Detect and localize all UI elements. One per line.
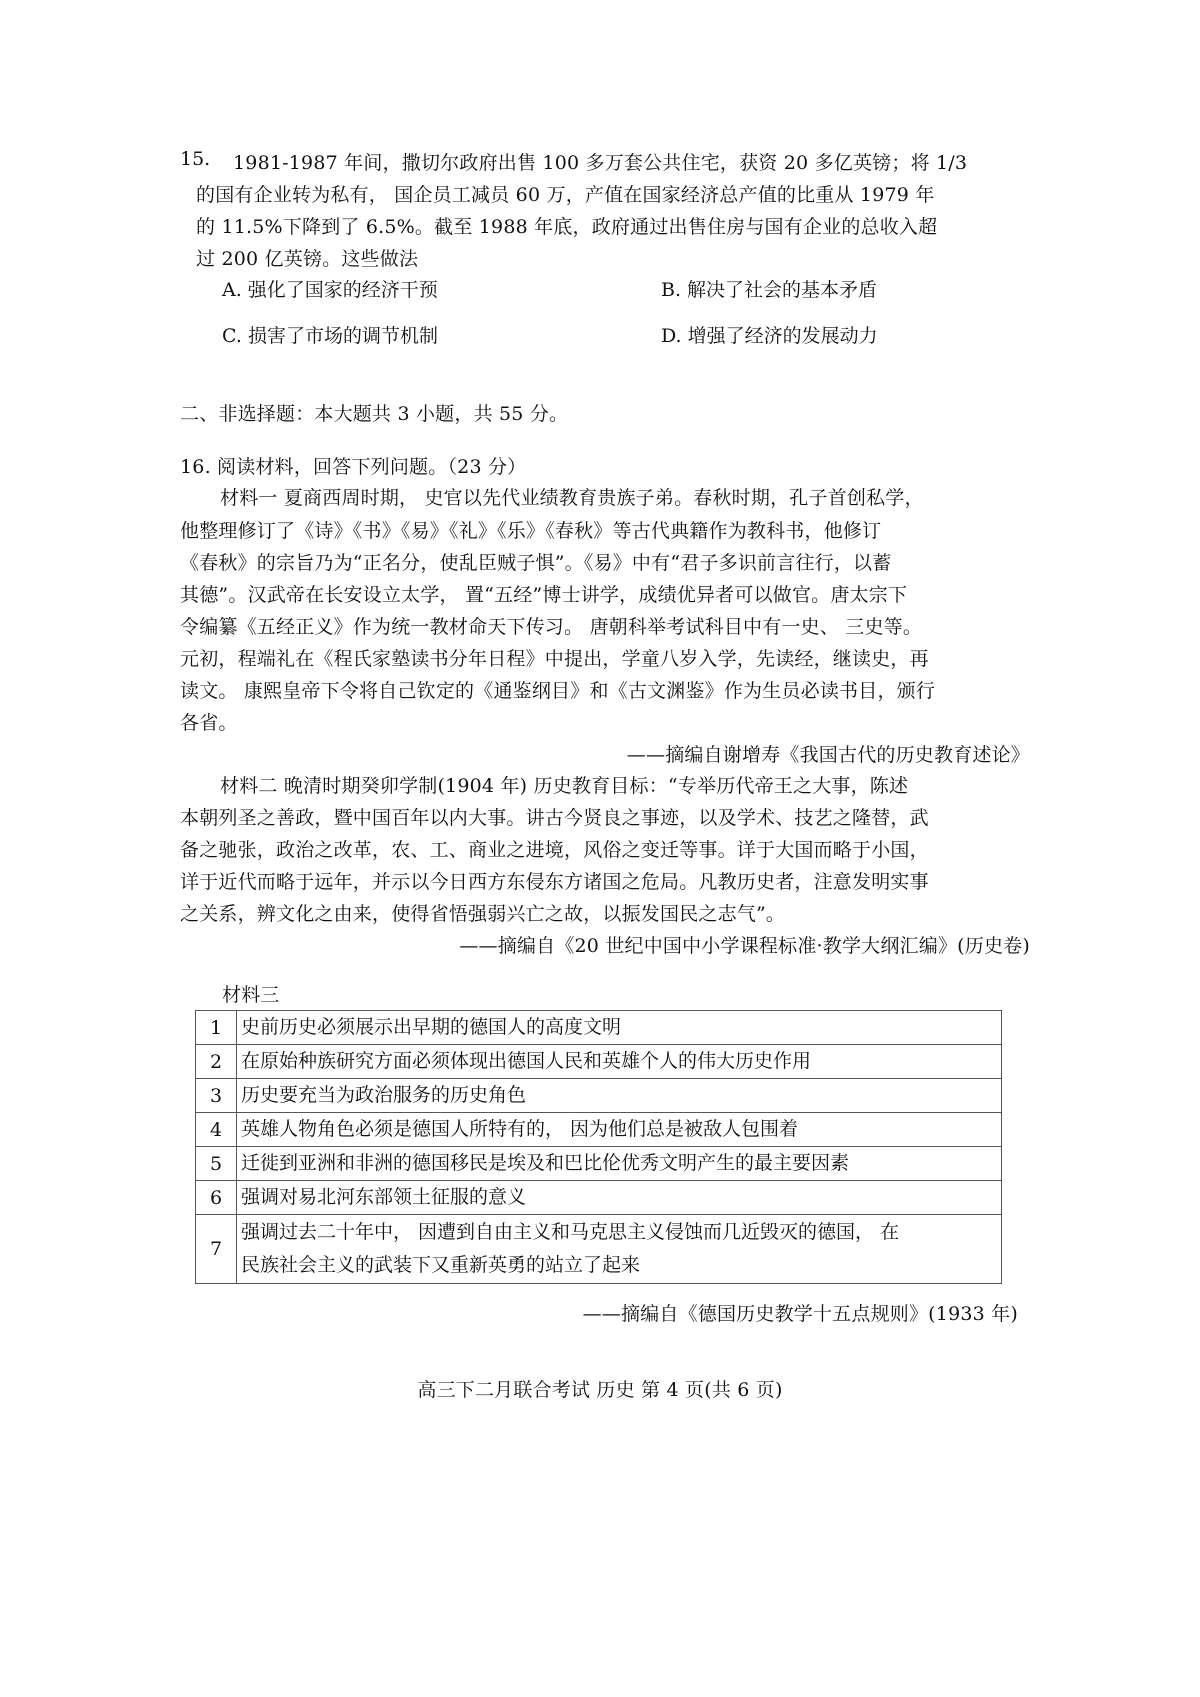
table-row bbox=[196, 1147, 1002, 1181]
row-number: 5 bbox=[196, 1147, 237, 1181]
row-text: 历史要充当为政治服务的历史角色 bbox=[237, 1079, 1002, 1113]
material-3-table bbox=[195, 1010, 1002, 1284]
material-2-source: ——摘编自《20 世纪中国中小学课程标准·教学大纲汇编》(历史卷) bbox=[459, 935, 1030, 957]
material-1-line-1: 材料一 夏商西周时期， 史官以先代业绩教育贵族子弟。春秋时期，孔子首创私学， bbox=[220, 487, 924, 509]
material-1-line-7: 读文。 康熙皇帝下令将自己钦定的《通鉴纲目》和《古文渊鉴》作为生员必读书目，颁行 bbox=[180, 680, 936, 702]
q15-option-b: B. 解决了社会的基本矛盾 bbox=[661, 279, 878, 301]
material-1-line-2: 他整理修订了《诗》《书》《易》《礼》《乐》《春秋》等古代典籍作为教科书，他修订 bbox=[180, 520, 882, 542]
row-text: 迁徙到亚洲和非洲的德国移民是埃及和巴比伦优秀文明产生的最主要因素 bbox=[237, 1147, 1002, 1181]
material-3-label: 材料三 bbox=[222, 984, 280, 1006]
row-number: 2 bbox=[196, 1045, 237, 1079]
material-2-line-1: 材料二 晚清时期癸卯学制(1904 年) 历史教育目标：“专举历代帝王之大事，陈述 bbox=[220, 775, 909, 797]
table-row bbox=[196, 1215, 1002, 1284]
row-text: 强调对易北河东部领土征服的意义 bbox=[237, 1181, 1002, 1215]
material-2-line-3: 备之驰张，政治之改革，农、工、商业之进境，风俗之变迁等事。详于大国而略于小国， bbox=[180, 839, 929, 861]
table-row bbox=[196, 1079, 1002, 1113]
q15-number: 15. bbox=[180, 148, 211, 170]
material-1-line-4: 其德”。汉武帝在长安设立太学， 置“五经”博士讲学，成绩优异者可以做官。唐太宗下 bbox=[180, 584, 908, 606]
row-text: 史前历史必须展示出早期的德国人的高度文明 bbox=[237, 1011, 1002, 1045]
q15-option-d: D. 增强了经济的发展动力 bbox=[661, 325, 878, 347]
row-number: 3 bbox=[196, 1079, 237, 1113]
row-number: 6 bbox=[196, 1181, 237, 1215]
table-row bbox=[196, 1113, 1002, 1147]
q15-option-a: A. 强化了国家的经济干预 bbox=[222, 279, 438, 301]
table-row bbox=[196, 1045, 1002, 1079]
row-number: 4 bbox=[196, 1113, 237, 1147]
material-2-line-2: 本朝列圣之善政，暨中国百年以内大事。讲古今贤良之事迹，以及学术、技艺之隆替，武 bbox=[180, 807, 929, 829]
material-1-line-6: 元初，程端礼在《程氏家塾读书分年日程》中提出，学童八岁入学，先读经，继读史，再 bbox=[180, 648, 929, 670]
q15-option-c: C. 损害了市场的调节机制 bbox=[222, 325, 438, 347]
material-2-line-4: 详于近代而略于远年，并示以今日西方东侵东方诸国之危局。凡教历史者，注意发明实事 bbox=[180, 871, 929, 893]
row-text-line-1: 强调过去二十年中， 因遭到自由主义和马克思主义侵蚀而几近毁灭的德国， 在 bbox=[241, 1221, 900, 1243]
q15-line-2: 的国有企业转为私有， 国企员工减员 60 万，产值在国家经济总产值的比重从 1979 年 bbox=[196, 184, 935, 206]
material-1-line-3: 《春秋》的宗旨乃为“正名分，使乱臣贼子惧”。《易》中有“君子多识前言往行，以蓄 bbox=[180, 552, 892, 574]
q16-header: 16. 阅读材料，回答下列问题。（23 分） bbox=[180, 456, 527, 478]
section-2-heading: 二、非选择题：本大题共 3 小题，共 55 分。 bbox=[180, 403, 569, 425]
q15-line-3: 的 11.5%下降到了 6.5%。截至 1988 年底，政府通过出售住房与国有企业的总收入超 bbox=[196, 216, 938, 238]
material-1-line-8: 各省。 bbox=[180, 712, 238, 734]
q15-line-1: 1981-1987 年间，撒切尔政府出售 100 多万套公共住宅，获资 20 多亿英镑；将 1/3 bbox=[233, 152, 968, 174]
page-footer: 高三下二月联合考试 历史 第 4 页(共 6 页) bbox=[417, 1379, 783, 1401]
q15-line-4: 过 200 亿英镑。这些做法 bbox=[196, 248, 419, 270]
table-row bbox=[196, 1011, 1002, 1045]
row-text bbox=[237, 1215, 1002, 1284]
material-1-line-5: 令编纂《五经正义》作为统一教材命天下传习。 唐朝科举考试科目中有一史、 三史等。 bbox=[180, 616, 923, 638]
table-row bbox=[196, 1181, 1002, 1215]
material-3-source: ——摘编自《德国历史教学十五点规则》(1933 年) bbox=[582, 1303, 1018, 1325]
row-text-line-2: 民族社会主义的武装下又重新英勇的站立了起来 bbox=[241, 1254, 641, 1276]
row-text: 英雄人物角色必须是德国人所特有的， 因为他们总是被敌人包围着 bbox=[237, 1113, 1002, 1147]
material-2-line-5: 之关系，辨文化之由来，使得省悟强弱兴亡之故，以振发国民之志气”。 bbox=[180, 903, 786, 925]
row-number: 7 bbox=[196, 1215, 237, 1284]
row-number: 1 bbox=[196, 1011, 237, 1045]
row-text: 在原始种族研究方面必须体现出德国人民和英雄个人的伟大历史作用 bbox=[237, 1045, 1002, 1079]
material-1-source: ——摘编自谢增寿《我国古代的历史教育述论》 bbox=[626, 744, 1030, 766]
